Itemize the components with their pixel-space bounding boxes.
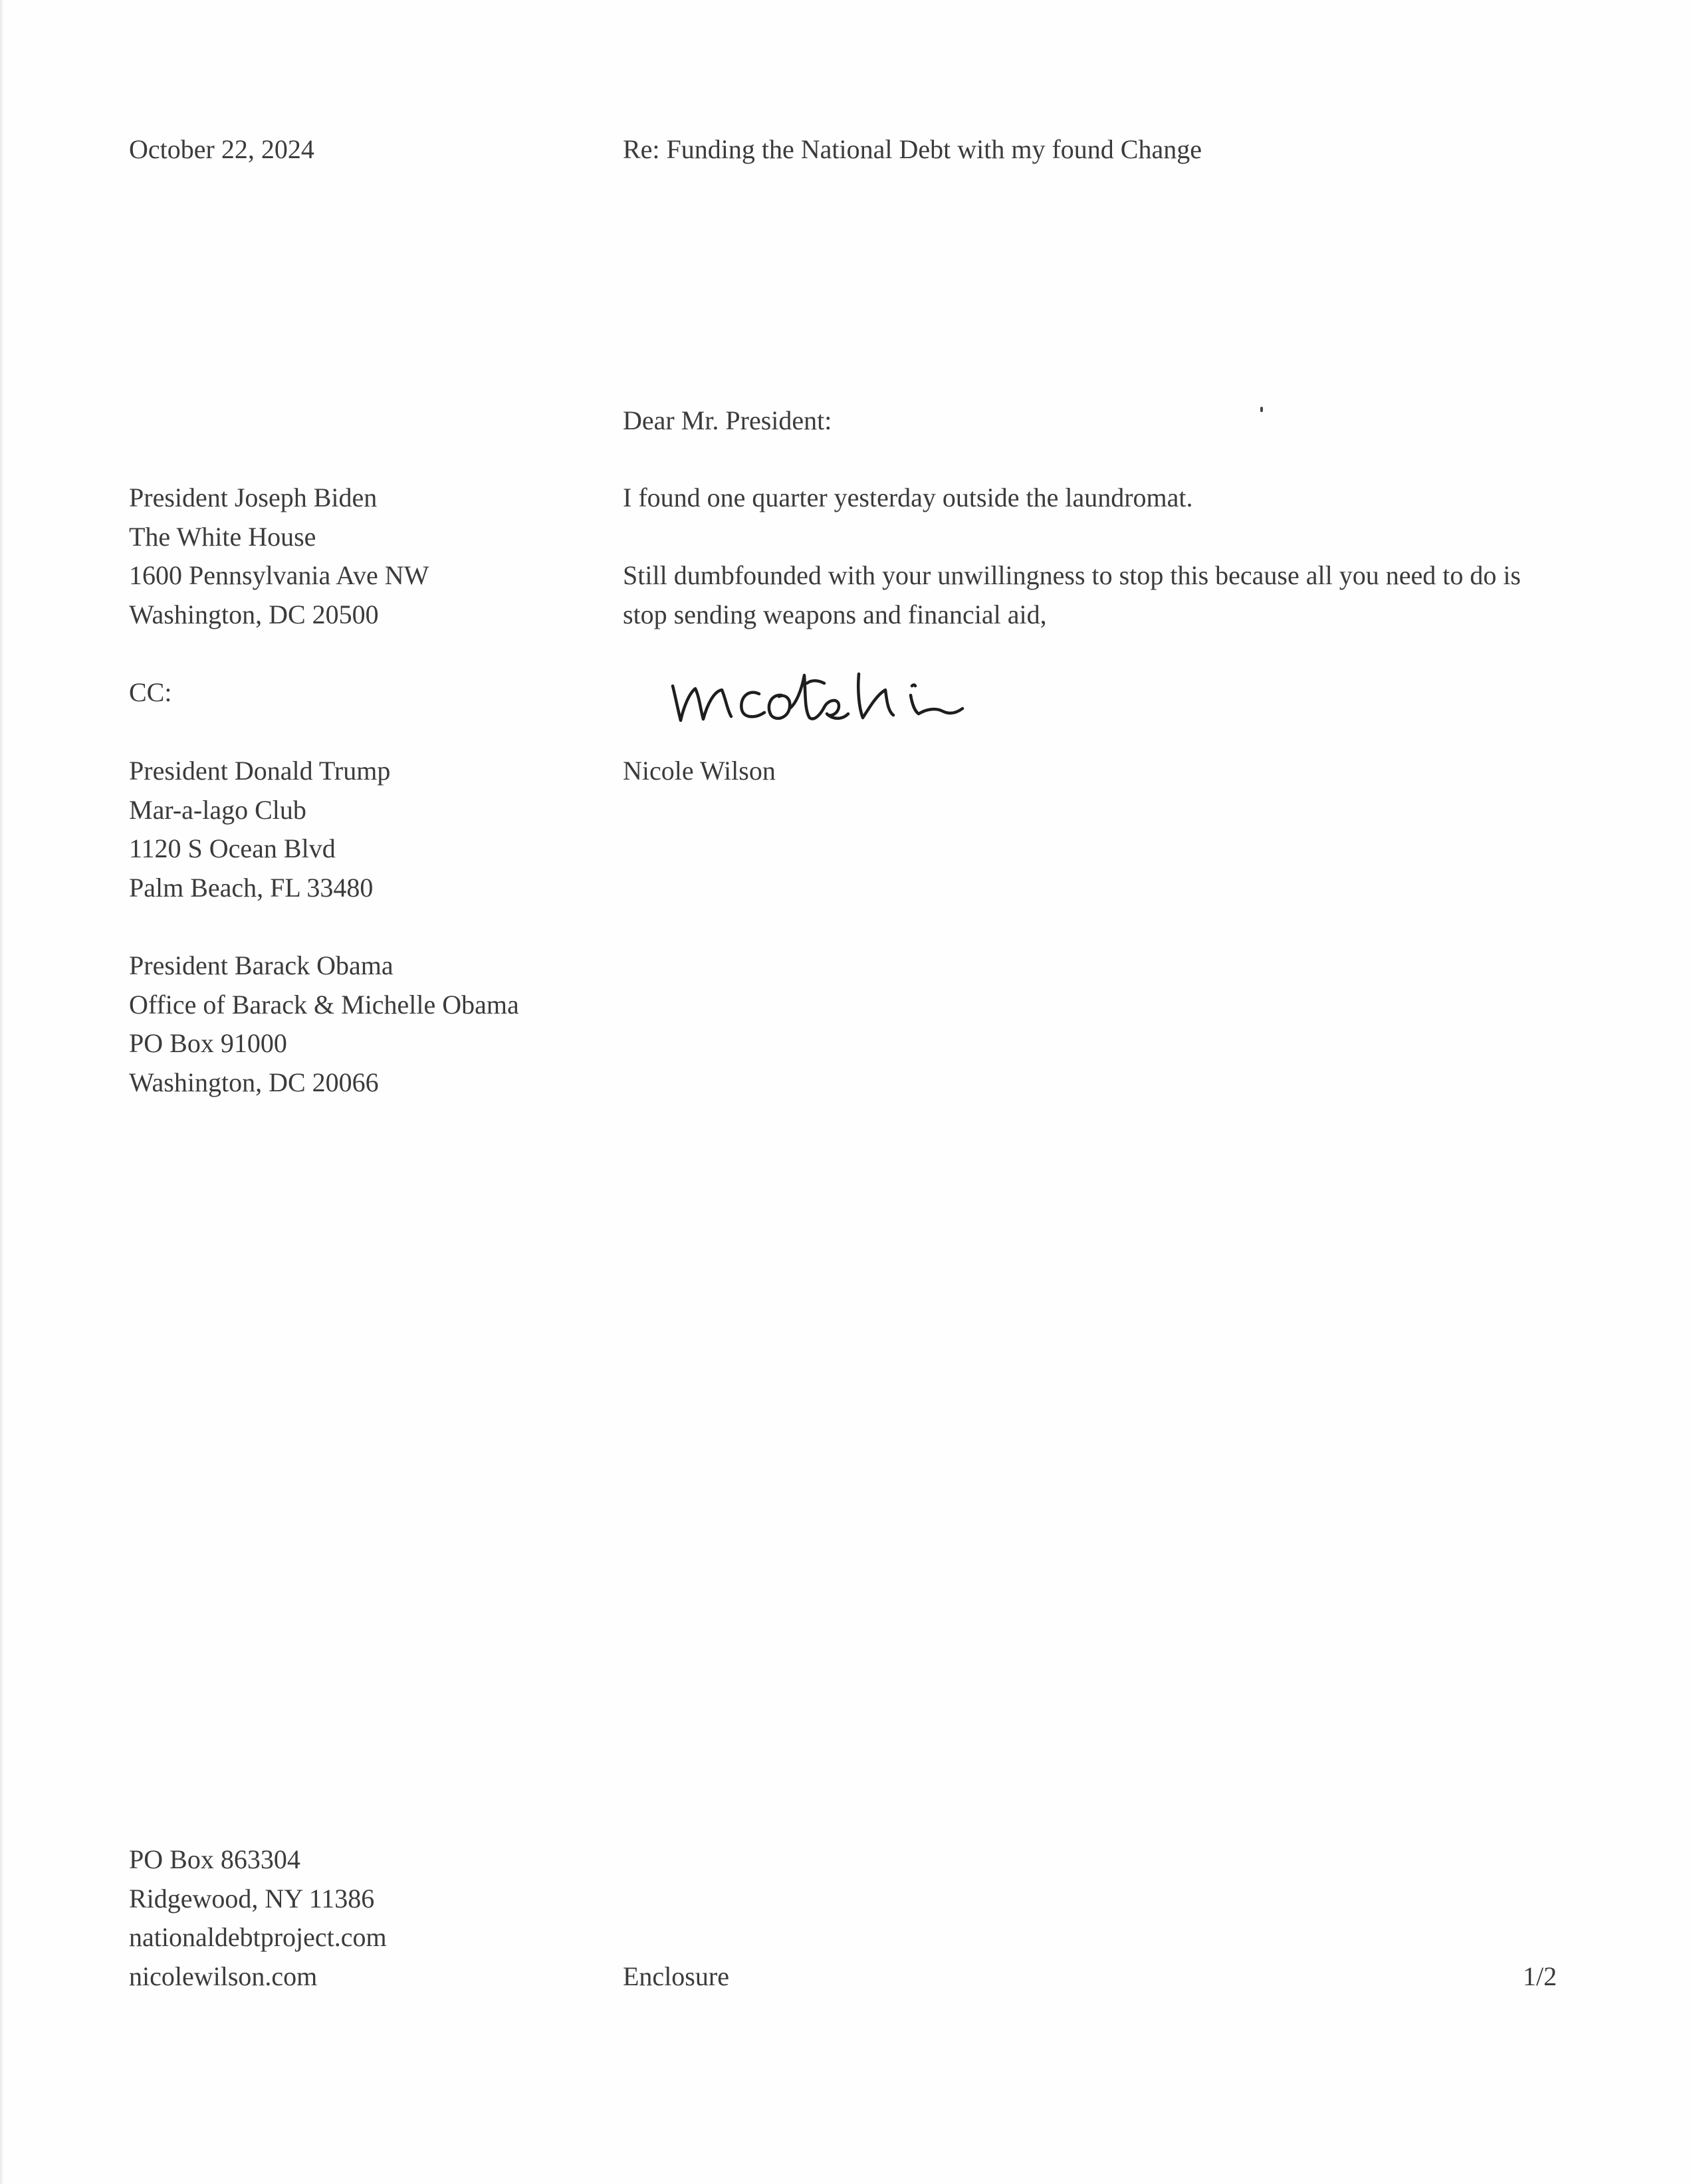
cc-line: Palm Beach, FL 33480 xyxy=(129,872,374,903)
paragraph-line: Still dumbfounded with your unwillingness to stop this because all you need to do is xyxy=(623,560,1521,590)
scan-edge xyxy=(0,0,4,2184)
sender-website: nicolewilson.com xyxy=(129,1961,318,1991)
salutation: Dear Mr. President: xyxy=(623,405,832,435)
recipient-line: The White House xyxy=(129,521,316,552)
cc-address-obama xyxy=(129,946,519,1102)
sender-line: Ridgewood, NY 11386 xyxy=(129,1883,375,1913)
paragraph-line: stop sending weapons and financial aid, xyxy=(623,599,1047,629)
enclosure-note: Enclosure xyxy=(623,1961,729,1991)
recipient-line: President Joseph Biden xyxy=(129,483,378,512)
recipient-line: Washington, DC 20500 xyxy=(129,599,379,629)
sender-website: nationaldebtproject.com xyxy=(129,1922,387,1952)
letter-date: October 22, 2024 xyxy=(129,134,314,164)
cc-line: President Donald Trump xyxy=(129,756,391,786)
cc-address-trump xyxy=(129,752,390,907)
cc-label: CC: xyxy=(129,677,172,707)
cc-line: PO Box 91000 xyxy=(129,1028,287,1058)
recipient-line: 1600 Pennsylvania Ave NW xyxy=(129,560,429,590)
recipient-address xyxy=(129,479,429,634)
cc-line: Washington, DC 20066 xyxy=(129,1067,379,1097)
body-paragraph-1: I found one quarter yesterday outside the laundromat. xyxy=(623,483,1193,512)
stray-mark xyxy=(1260,407,1263,412)
handwritten-signature xyxy=(665,657,1010,730)
cc-line: 1120 S Ocean Blvd xyxy=(129,833,336,863)
page-number: 1/2 xyxy=(1523,1961,1557,1991)
sender-line: PO Box 863304 xyxy=(129,1844,300,1874)
cc-line: President Barack Obama xyxy=(129,950,394,980)
cc-line: Mar-a-lago Club xyxy=(129,794,306,825)
cc-line: Office of Barack & Michelle Obama xyxy=(129,989,519,1020)
letter-subject: Re: Funding the National Debt with my found Change xyxy=(623,134,1202,164)
body-paragraph-2 xyxy=(623,556,1521,634)
signer-name: Nicole Wilson xyxy=(623,756,776,786)
sender-address xyxy=(129,1840,387,1996)
